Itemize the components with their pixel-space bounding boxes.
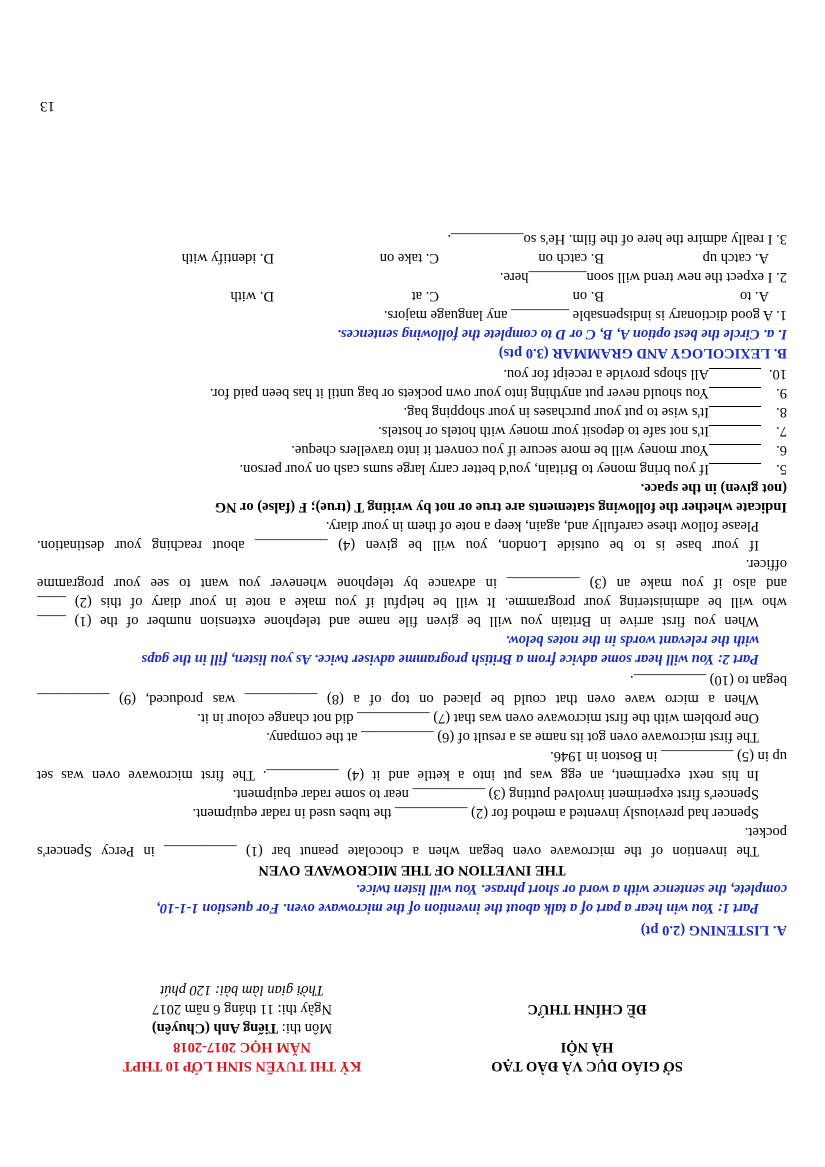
tf-item-number: 6. xyxy=(776,442,787,458)
school-year: NĂM HỌC 2017-2018 xyxy=(173,1039,311,1055)
listening-sentence-2: Spencer had previously invented a method for (2) __________ the tubes used in radar equipment. xyxy=(192,805,759,821)
department-name: SỞ GIÁO DỤC VÀ ĐÀO TẠO xyxy=(491,1058,683,1074)
tf-answer-blank[interactable] xyxy=(709,387,761,402)
exam-duration: Thời gian làm bài: 120 phút xyxy=(160,982,324,998)
part2-instruction-1: Part 2: You will hear some advice from a British programme adviser twice. As you listen, fill in the gaps xyxy=(141,651,759,667)
mcq-1-options xyxy=(37,286,787,305)
mcq-2-option-d[interactable]: D. identify with xyxy=(181,250,274,266)
exam-title: KỲ THI TUYỂN SINH LỚP 10 THPT xyxy=(122,1058,362,1074)
tf-item xyxy=(37,383,787,402)
listening-sentence-6: One problem with the first microwave oven was that (7) __________ did not change colour in it. xyxy=(197,710,759,726)
tf-item-text: It's not safe to deposit your money with hotels or hostels. xyxy=(378,423,709,439)
section-a-title: A. LISTENING (2.0 pt) xyxy=(640,922,787,938)
mcq-2-option-a[interactable]: A. catch up xyxy=(702,250,769,266)
notes-line-4: officer. xyxy=(745,556,787,572)
tf-item xyxy=(37,402,787,421)
tf-item-number: 5. xyxy=(776,461,787,477)
subject-line: Môn thi: Tiếng Anh (Chuyên) xyxy=(151,1020,333,1036)
listening-sentence-7b: began to (10) __________. xyxy=(629,672,787,688)
notes-line-3: and also if you make an (3) __________ in advance by telephone whenever you want to see your programme xyxy=(37,575,787,591)
notes-line-1: When you first arrive in Britain you will be given file name and telephone extension number of the (1) ____ xyxy=(37,613,759,629)
mcq-2-option-b[interactable]: B. catch on xyxy=(538,250,604,266)
mcq-1-option-c[interactable]: C. at xyxy=(411,288,439,304)
section-b-instruction: I. a. Circle the best option A, B, C or D to complete the following sentences. xyxy=(337,326,787,342)
city-name: HÀ NỘI xyxy=(560,1039,614,1055)
tf-answer-blank[interactable] xyxy=(709,425,761,440)
tf-answer-blank[interactable] xyxy=(709,444,761,459)
part1-instruction-2: complete, the sentence with a word or short phrase. You will listen twice. xyxy=(355,881,787,897)
mcq-2-option-c[interactable]: C. take on xyxy=(379,250,439,266)
exam-header xyxy=(37,955,737,1075)
tf-item xyxy=(37,364,787,383)
part1-instruction-1: Part 1: You win hear a part of a talk about the invention of the microwave oven. For question 1-1-10, xyxy=(156,900,759,916)
tf-answer-blank[interactable] xyxy=(709,368,761,383)
exam-content xyxy=(37,229,787,939)
tf-item-number: 10. xyxy=(768,366,787,382)
part2-instruction-2: with the relevant words in the notes below. xyxy=(505,632,759,648)
mcq-question-2: 2. I expect the new trend will soon________here. xyxy=(499,269,787,285)
tf-answer-blank[interactable] xyxy=(709,406,761,421)
header-left xyxy=(437,999,737,1075)
mcq-1-option-d[interactable]: D. with xyxy=(230,288,274,304)
tf-item-text: All shops provide a receipt for you. xyxy=(503,366,709,382)
tf-item-text: It's wise to put your purchases in your shopping bag. xyxy=(403,404,709,420)
notes-line-6: Please follow these carefully and, again, keep a note of them in your diary. xyxy=(325,518,759,534)
listening-sentence-4: In his next experiment, an egg was put into a kettle and it (4) __________. The first microwave oven was set xyxy=(37,767,759,783)
official-label: ĐỀ CHÍNH THỨC xyxy=(527,1001,647,1017)
tf-item xyxy=(37,421,787,440)
section-b-title: B. LEXICOLOGY AND GRAMMAR (3.0 pts) xyxy=(498,345,787,361)
exam-date: Ngày thi: 11 tháng 6 năm 2017 xyxy=(152,1001,332,1017)
tf-question-list xyxy=(37,364,787,478)
tf-item-number: 7. xyxy=(776,423,787,439)
notes-line-5: If your base is to be outside London, you will be given (4) __________ about reaching your destination. xyxy=(37,537,759,553)
listening-sentence-1b: pocket. xyxy=(744,824,787,840)
listening-sentence-4b: up in (5) __________ in Boston in 1946. xyxy=(550,748,787,764)
mcq-1-option-b[interactable]: B. on xyxy=(572,288,604,304)
subject-name: Tiếng Anh (Chuyên) xyxy=(151,1020,279,1036)
tf-item-text: If you bring money to Britain, you'd better carry large sums cash on your person. xyxy=(239,461,709,477)
mcq-question-3: 3. I really admire the here of the film. He's so__________. xyxy=(447,231,787,247)
tf-item-text: You should never put anything into your own pockets or bag until it has been paid for. xyxy=(209,385,709,401)
tf-answer-blank[interactable] xyxy=(709,463,761,478)
listening-sentence-1: The invention of the microwave oven began when a chocolate peanut bar (1) __________ in Percy Spencer's xyxy=(37,843,759,859)
listening-sentence-7: When a micro wave oven that could be placed on top of a (8) __________ was produced, (9) __________ xyxy=(37,691,759,707)
notes-line-2: who will be administering your programme. It will be helpful if you make a note in your diary of this (2) ____ xyxy=(37,594,787,610)
tf-instruction-1: Indicate whether the following statements are true or not by writing T (true); F (false) or NG xyxy=(214,499,787,515)
tf-item-text: Your money will be more secure if you convert it into travellers cheque. xyxy=(291,442,709,458)
tf-item-number: 8. xyxy=(776,404,787,420)
tf-instruction-2: (not given) in the space. xyxy=(640,480,787,496)
listening-heading: THE INVETION OF THE MICROWAVE OVEN xyxy=(258,862,566,878)
mcq-1-option-a[interactable]: A. to xyxy=(740,288,769,304)
listening-sentence-5: The first microwave oven got its name as a result of (6) __________ at the company. xyxy=(266,729,759,745)
page-number: 13 xyxy=(40,98,55,114)
tf-item xyxy=(37,459,787,478)
mcq-2-options xyxy=(37,248,787,267)
header-right xyxy=(77,980,407,1075)
tf-item xyxy=(37,440,787,459)
listening-sentence-3: Spencer's first experiment involved putting (3) __________ near to some radar equipment. xyxy=(232,786,759,802)
tf-item-number: 9. xyxy=(776,385,787,401)
mcq-question-1: 1. A good dictionary is indispensable ________ any language majors. xyxy=(383,307,787,323)
